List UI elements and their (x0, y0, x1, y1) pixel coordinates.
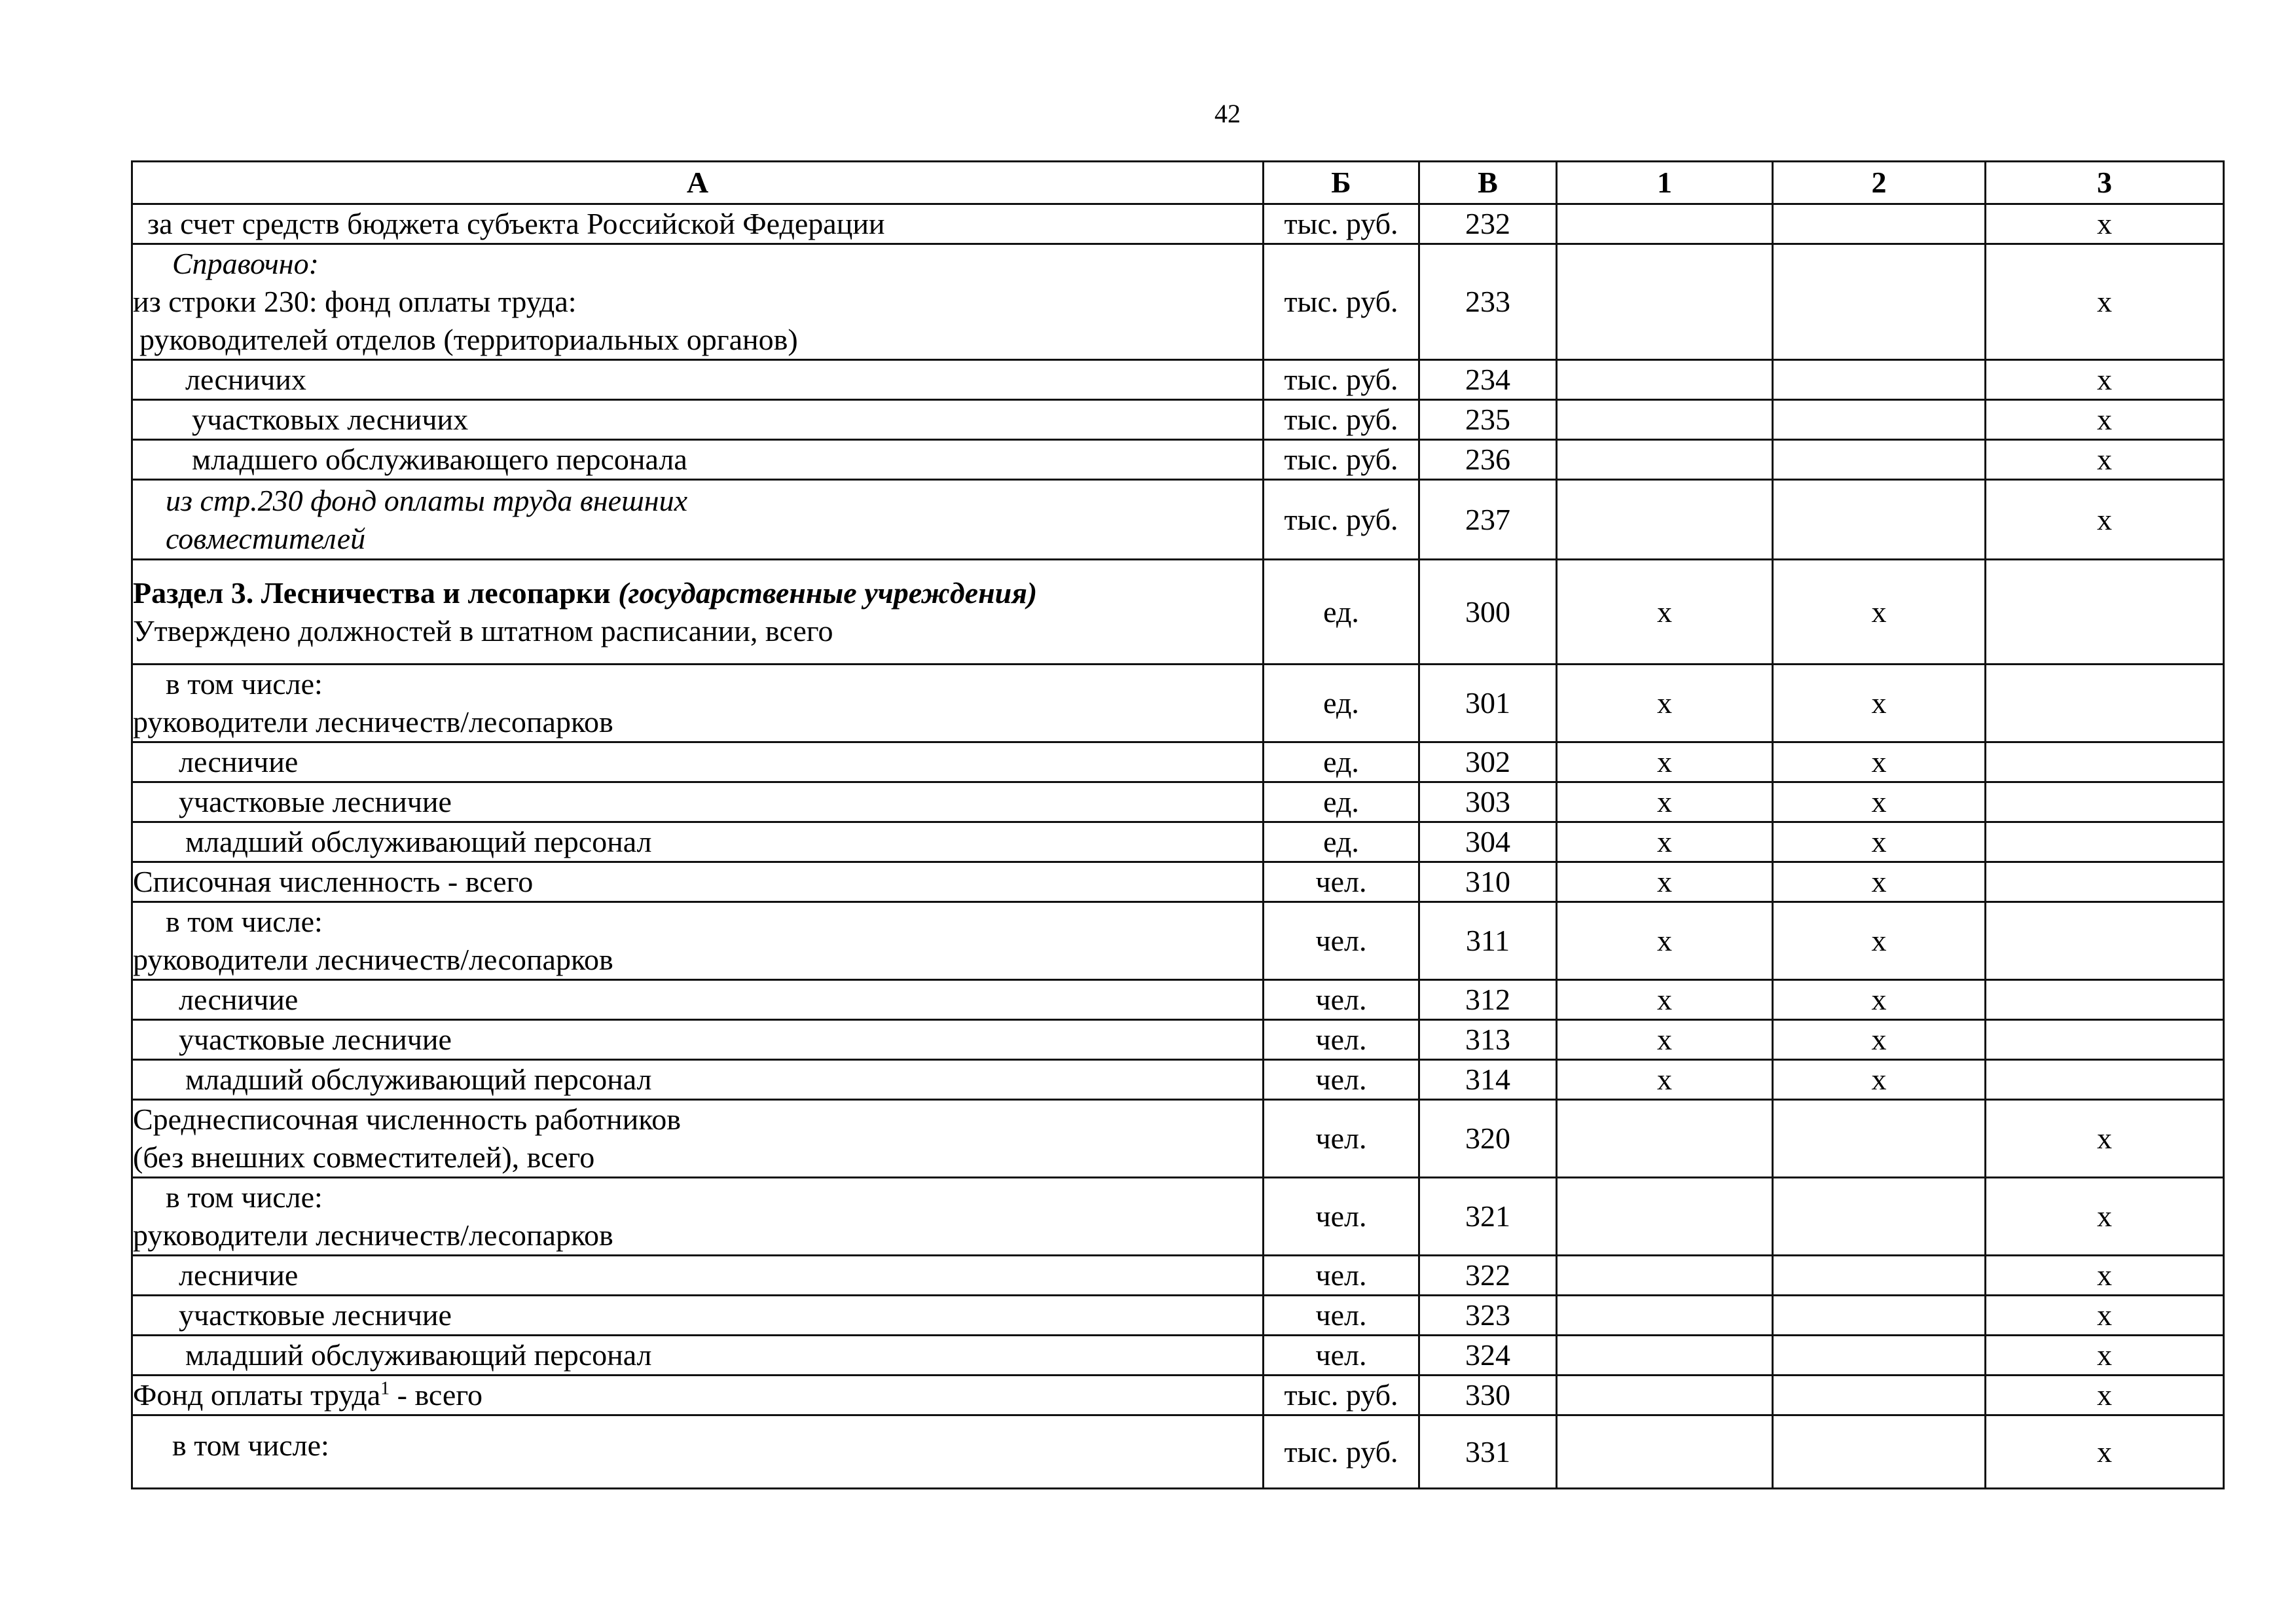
col2-cell (1773, 1100, 1986, 1178)
row-label-text: совместителей (166, 521, 366, 555)
col3-cell: х (1986, 1256, 2224, 1296)
unit-cell: чел. (1264, 1336, 1419, 1376)
unit-cell: тыс. руб. (1264, 244, 1419, 360)
col3-cell: х (1986, 1376, 2224, 1415)
code-cell: 304 (1419, 822, 1557, 862)
unit-cell: тыс. руб. (1264, 440, 1419, 480)
row-label (132, 204, 1264, 244)
row-label-text: Списочная численность - всего (133, 865, 534, 898)
code-cell: 237 (1419, 480, 1557, 560)
col1-cell (1557, 1256, 1773, 1296)
table-row (132, 1336, 2224, 1376)
table-row (132, 360, 2224, 400)
code-cell: 300 (1419, 560, 1557, 665)
unit-cell: ед. (1264, 782, 1419, 822)
row-label (132, 782, 1264, 822)
code-cell: 322 (1419, 1256, 1557, 1296)
row-label (132, 822, 1264, 862)
row-label (132, 1336, 1264, 1376)
col2-cell (1773, 1256, 1986, 1296)
footnote-mark: 1 (380, 1378, 390, 1399)
table-row (132, 1256, 2224, 1296)
unit-cell: чел. (1264, 1256, 1419, 1296)
table-row (132, 1178, 2224, 1256)
unit-cell: чел. (1264, 902, 1419, 980)
row-label-text: Справочно: (172, 247, 319, 280)
unit-cell: тыс. руб. (1264, 1415, 1419, 1489)
page-number: 42 (1214, 99, 1241, 128)
col3-cell (1986, 1020, 2224, 1060)
table-row (132, 862, 2224, 902)
row-label (132, 862, 1264, 902)
table-row (132, 1415, 2224, 1489)
col2-cell (1773, 360, 1986, 400)
unit-cell: тыс. руб. (1264, 1376, 1419, 1415)
col1-cell: х (1557, 560, 1773, 665)
row-label (132, 1178, 1264, 1256)
col2-cell (1773, 1415, 1986, 1489)
code-cell: 331 (1419, 1415, 1557, 1489)
unit-cell: чел. (1264, 980, 1419, 1020)
row-label (132, 1100, 1264, 1178)
col3-cell (1986, 902, 2224, 980)
col3-cell (1986, 782, 2224, 822)
col2-cell: х (1773, 980, 1986, 1020)
code-cell: 234 (1419, 360, 1557, 400)
row-label-text: в том числе: (172, 1429, 329, 1462)
col3-cell: х (1986, 1296, 2224, 1336)
code-cell: 235 (1419, 400, 1557, 440)
code-cell: 310 (1419, 862, 1557, 902)
col3-cell (1986, 980, 2224, 1020)
code-cell: 301 (1419, 665, 1557, 742)
unit-cell: ед. (1264, 560, 1419, 665)
code-cell: 323 (1419, 1296, 1557, 1336)
row-label-text: Фонд оплаты труда (133, 1378, 381, 1412)
code-cell: 303 (1419, 782, 1557, 822)
row-label (132, 1376, 1264, 1415)
code-cell: 312 (1419, 980, 1557, 1020)
col3-cell: х (1986, 1100, 2224, 1178)
table-row (132, 742, 2224, 782)
col1-cell (1557, 244, 1773, 360)
header-row (132, 162, 2224, 204)
row-label-text: участковые лесничие (179, 1298, 452, 1332)
row-label (132, 1020, 1264, 1060)
col2-cell: х (1773, 1020, 1986, 1060)
col2-cell (1773, 1336, 1986, 1376)
col2-cell: х (1773, 665, 1986, 742)
row-label-text: лесничие (179, 1258, 299, 1292)
code-cell: 314 (1419, 1060, 1557, 1100)
table-row (132, 244, 2224, 360)
col2-cell (1773, 440, 1986, 480)
row-label-text: в том числе: (166, 1180, 323, 1214)
unit-cell: чел. (1264, 862, 1419, 902)
table-row (132, 400, 2224, 440)
row-label (132, 1256, 1264, 1296)
col1-cell (1557, 480, 1773, 560)
table-row (132, 480, 2224, 560)
col2-cell: х (1773, 822, 1986, 862)
col2-cell (1773, 1296, 1986, 1336)
row-label-text: участковые лесничие (179, 1023, 452, 1056)
row-label-text: участковых лесничих (192, 403, 469, 436)
row-label (132, 440, 1264, 480)
table-row (132, 665, 2224, 742)
code-cell: 236 (1419, 440, 1557, 480)
code-cell: 324 (1419, 1336, 1557, 1376)
table-row (132, 782, 2224, 822)
report-table (131, 160, 2225, 1489)
unit-cell: ед. (1264, 822, 1419, 862)
unit-cell: чел. (1264, 1060, 1419, 1100)
section-subtitle: (государственные учреждения) (618, 575, 1038, 610)
row-label (132, 480, 1264, 560)
col1-cell (1557, 440, 1773, 480)
row-label-text: руководители лесничеств/лесопарков (133, 943, 613, 976)
column-header-2: 2 (1773, 162, 1986, 204)
row-label-text: руководители лесничеств/лесопарков (133, 1218, 613, 1252)
row-label-text: (без внешних совместителей), всего (133, 1140, 595, 1174)
col1-cell: х (1557, 782, 1773, 822)
row-label-text: руководители лесничеств/лесопарков (133, 705, 613, 739)
col1-cell (1557, 1296, 1773, 1336)
unit-cell: чел. (1264, 1100, 1419, 1178)
col3-cell: х (1986, 440, 2224, 480)
col1-cell (1557, 360, 1773, 400)
col2-cell: х (1773, 560, 1986, 665)
code-cell: 313 (1419, 1020, 1557, 1060)
column-header-v: В (1419, 162, 1557, 204)
code-cell: 330 (1419, 1376, 1557, 1415)
col2-cell: х (1773, 862, 1986, 902)
row-label-text: за счет средств бюджета субъекта Российской Федерации (147, 207, 885, 240)
unit-cell: тыс. руб. (1264, 204, 1419, 244)
col2-cell (1773, 204, 1986, 244)
code-cell: 232 (1419, 204, 1557, 244)
row-label (132, 980, 1264, 1020)
table-row (132, 1020, 2224, 1060)
row-label (132, 244, 1264, 360)
code-cell: 302 (1419, 742, 1557, 782)
row-label (132, 400, 1264, 440)
table-row (132, 1376, 2224, 1415)
table-row (132, 440, 2224, 480)
column-header-a: А (132, 162, 1264, 204)
row-label-text: в том числе: (166, 667, 323, 701)
unit-cell: ед. (1264, 742, 1419, 782)
col1-cell (1557, 1100, 1773, 1178)
col1-cell (1557, 1178, 1773, 1256)
row-label-text: лесничих (185, 363, 306, 396)
col2-cell: х (1773, 1060, 1986, 1100)
col3-cell (1986, 862, 2224, 902)
unit-cell: тыс. руб. (1264, 360, 1419, 400)
row-label-text: младшего обслуживающего персонала (192, 443, 687, 476)
col2-cell (1773, 1376, 1986, 1415)
row-label-text: младший обслуживающий персонал (185, 1338, 652, 1372)
table-row (132, 1296, 2224, 1336)
col2-cell (1773, 400, 1986, 440)
col3-cell (1986, 822, 2224, 862)
col1-cell: х (1557, 862, 1773, 902)
column-header-b: Б (1264, 162, 1419, 204)
unit-cell: чел. (1264, 1178, 1419, 1256)
col1-cell: х (1557, 665, 1773, 742)
row-label (132, 1060, 1264, 1100)
col3-cell: х (1986, 1178, 2224, 1256)
row-label-text: из строки 230: фонд оплаты труда: (133, 285, 577, 318)
unit-cell: тыс. руб. (1264, 480, 1419, 560)
col3-cell: х (1986, 480, 2224, 560)
table-row (132, 902, 2224, 980)
col3-cell (1986, 560, 2224, 665)
row-label-text: - всего (390, 1378, 483, 1412)
col1-cell: х (1557, 822, 1773, 862)
row-label (132, 1415, 1264, 1489)
col3-cell: х (1986, 400, 2224, 440)
col1-cell (1557, 1336, 1773, 1376)
col1-cell (1557, 1415, 1773, 1489)
code-cell: 320 (1419, 1100, 1557, 1178)
col3-cell: х (1986, 360, 2224, 400)
row-label (132, 1296, 1264, 1336)
code-cell: 311 (1419, 902, 1557, 980)
col3-cell: х (1986, 244, 2224, 360)
col1-cell (1557, 1376, 1773, 1415)
col3-cell: х (1986, 204, 2224, 244)
code-cell: 233 (1419, 244, 1557, 360)
col3-cell: х (1986, 1415, 2224, 1489)
table-row (132, 1100, 2224, 1178)
row-label-text: лесничие (179, 983, 299, 1016)
col2-cell: х (1773, 742, 1986, 782)
col3-cell (1986, 742, 2224, 782)
col2-cell (1773, 1178, 1986, 1256)
column-header-1: 1 (1557, 162, 1773, 204)
unit-cell: чел. (1264, 1296, 1419, 1336)
col1-cell (1557, 400, 1773, 440)
table-row (132, 980, 2224, 1020)
col2-cell (1773, 244, 1986, 360)
table-row (132, 204, 2224, 244)
row-label (132, 560, 1264, 665)
col2-cell (1773, 480, 1986, 560)
unit-cell: ед. (1264, 665, 1419, 742)
row-label-text: лесничие (179, 745, 299, 778)
col1-cell: х (1557, 742, 1773, 782)
row-label-text: в том числе: (166, 905, 323, 938)
col1-cell: х (1557, 1060, 1773, 1100)
row-label-text: младший обслуживающий персонал (185, 1063, 652, 1096)
col1-cell: х (1557, 902, 1773, 980)
unit-cell: чел. (1264, 1020, 1419, 1060)
row-label (132, 742, 1264, 782)
row-label (132, 902, 1264, 980)
row-label-text: из стр.230 фонд оплаты труда внешних (166, 483, 688, 517)
row-label-text: руководителей отделов (территориальных органов) (139, 323, 798, 356)
column-header-3: 3 (1986, 162, 2224, 204)
col1-cell: х (1557, 980, 1773, 1020)
code-cell: 321 (1419, 1178, 1557, 1256)
table-row (132, 822, 2224, 862)
section-title: Раздел 3. Лесничества и лесопарки (133, 575, 611, 610)
col2-cell: х (1773, 902, 1986, 980)
table-row (132, 560, 2224, 665)
table-row (132, 1060, 2224, 1100)
col3-cell: х (1986, 1336, 2224, 1376)
row-label (132, 360, 1264, 400)
unit-cell: тыс. руб. (1264, 400, 1419, 440)
col2-cell: х (1773, 782, 1986, 822)
row-label-text: участковые лесничие (179, 785, 452, 818)
row-label-text: Утверждено должностей в штатном расписании, всего (133, 613, 833, 647)
col3-cell (1986, 665, 2224, 742)
row-label (132, 665, 1264, 742)
col1-cell (1557, 204, 1773, 244)
row-label-text: Среднесписочная численность работников (133, 1103, 681, 1136)
col3-cell (1986, 1060, 2224, 1100)
col1-cell: х (1557, 1020, 1773, 1060)
row-label-text: младший обслуживающий персонал (185, 825, 652, 858)
